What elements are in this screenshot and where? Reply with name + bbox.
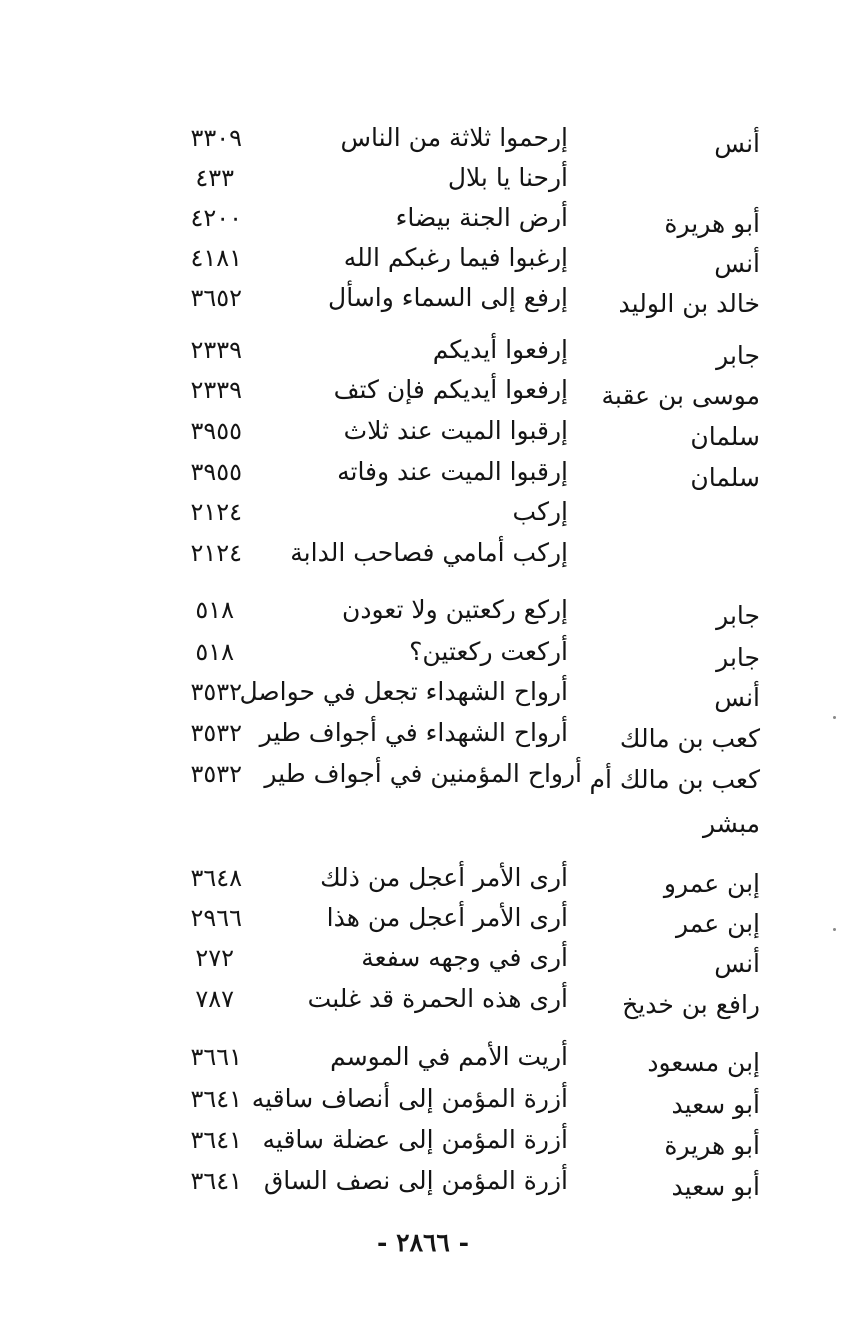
hadith-number: ٥١٨ bbox=[195, 596, 234, 624]
index-entry bbox=[0, 411, 846, 451]
hadith-text: أرى في وجهه سفعة bbox=[361, 943, 568, 972]
hadith-text: إركع ركعتين ولا تعودن bbox=[342, 595, 568, 624]
index-entry bbox=[0, 370, 846, 410]
narrator-name: أبو هريرة bbox=[664, 1131, 760, 1160]
hadith-text: أرى هذه الحمرة قد غلبت bbox=[307, 984, 568, 1013]
narrator-name: إبن عمرو bbox=[663, 869, 760, 898]
hadith-number: ٢٩٦٦ bbox=[190, 904, 242, 932]
index-entry bbox=[0, 1161, 846, 1201]
hadith-number: ٢٧٢ bbox=[195, 944, 234, 972]
narrator-name: كعب بن مالك أم bbox=[589, 765, 760, 794]
page-number: - ٢٨٦٦ - bbox=[377, 1228, 469, 1257]
narrator-name: إبن عمر bbox=[675, 909, 760, 938]
narrator-name: جابر bbox=[716, 601, 760, 630]
hadith-text: إركب أمامي فصاحب الدابة bbox=[290, 538, 568, 567]
hadith-text: أرى الأمر أعجل من هذا bbox=[326, 903, 568, 932]
hadith-text: أزرة المؤمن إلى أنصاف ساقيه bbox=[251, 1084, 568, 1113]
hadith-number: ٢٣٣٩ bbox=[190, 336, 242, 364]
hadith-number: ٣٥٣٢ bbox=[190, 678, 242, 706]
hadith-number: ٢١٢٤ bbox=[190, 539, 242, 567]
scan-speck bbox=[833, 928, 836, 931]
narrator-name: أنس bbox=[714, 683, 760, 712]
narrator-name: جابر bbox=[716, 341, 760, 370]
narrator-name: جابر bbox=[716, 643, 760, 672]
hadith-text: إرفعوا أيديكم bbox=[432, 335, 568, 364]
narrator-name: أبو سعيد bbox=[671, 1172, 760, 1201]
hadith-text: أرض الجنة بيضاء bbox=[395, 203, 568, 232]
index-entry bbox=[0, 118, 846, 158]
index-entry bbox=[0, 1079, 846, 1119]
hadith-number: ٥١٨ bbox=[195, 638, 234, 666]
hadith-text: أريت الأمم في الموسم bbox=[330, 1042, 568, 1071]
index-entry bbox=[0, 590, 846, 630]
narrator-name: إبن مسعود bbox=[647, 1048, 760, 1077]
index-entry bbox=[0, 979, 846, 1019]
hadith-text: إرفع إلى السماء واسأل bbox=[328, 283, 568, 312]
narrator-name: أنس bbox=[714, 129, 760, 158]
hadith-number: ٣٦٦١ bbox=[190, 1043, 242, 1071]
narrator-name: أنس bbox=[714, 949, 760, 978]
hadith-number: ٤٢٠٠ bbox=[190, 204, 242, 232]
hadith-text: إرقبوا الميت عند ثلاث bbox=[343, 416, 568, 445]
index-entry bbox=[0, 898, 846, 938]
index-entry bbox=[0, 858, 846, 898]
hadith-number: ٣٦٥٢ bbox=[190, 284, 242, 312]
index-entry bbox=[0, 198, 846, 238]
hadith-text: إرغبوا فيما رغبكم الله bbox=[343, 243, 568, 272]
narrator-name: أبو هريرة bbox=[664, 209, 760, 238]
index-entry bbox=[0, 1037, 846, 1077]
index-entry bbox=[0, 278, 846, 318]
hadith-text: إرحموا ثلاثة من الناس bbox=[340, 123, 568, 152]
narrator-name: خالد بن الوليد bbox=[618, 289, 760, 318]
hadith-text: أركعت ركعتين؟ bbox=[409, 637, 568, 666]
narrator-name: سلمان bbox=[690, 422, 760, 451]
hadith-number: ٧٨٧ bbox=[195, 985, 234, 1013]
index-entry bbox=[0, 938, 846, 978]
hadith-number: ٣٥٣٢ bbox=[190, 719, 242, 747]
hadith-text: أزرة المؤمن إلى عضلة ساقيه bbox=[262, 1125, 568, 1154]
index-entry bbox=[0, 713, 846, 753]
narrator-name: سلمان bbox=[690, 463, 760, 492]
narrator-name: كعب بن مالك bbox=[619, 724, 760, 753]
index-entry bbox=[0, 754, 846, 794]
index-entry bbox=[0, 492, 846, 532]
hadith-text: إركب bbox=[512, 497, 568, 526]
hadith-text: إرفعوا أيديكم فإن كتف bbox=[333, 375, 568, 404]
index-entry bbox=[0, 238, 846, 278]
hadith-text: أرواح المؤمنين في أجواف طير bbox=[264, 759, 582, 788]
hadith-number: ٣٩٥٥ bbox=[190, 417, 242, 445]
hadith-number: ٤١٨١ bbox=[190, 244, 242, 272]
hadith-number: ٣٦٤١ bbox=[190, 1126, 242, 1154]
hadith-number: ٢٣٣٩ bbox=[190, 376, 242, 404]
hadith-text: أزرة المؤمن إلى نصف الساق bbox=[263, 1166, 568, 1195]
hadith-text: أرواح الشهداء تجعل في حواصل bbox=[239, 677, 568, 706]
hadith-number: ٤٣٣ bbox=[195, 164, 234, 192]
hadith-text: أرى الأمر أعجل من ذلك bbox=[320, 863, 568, 892]
index-entry bbox=[0, 1120, 846, 1160]
index-entry bbox=[0, 158, 846, 198]
hadith-number: ٢١٢٤ bbox=[190, 498, 242, 526]
narrator-name: أنس bbox=[714, 249, 760, 278]
index-entry bbox=[0, 632, 846, 672]
index-entry bbox=[0, 672, 846, 712]
hadith-number: ٣٣٠٩ bbox=[190, 124, 242, 152]
narrator-name: رافع بن خديخ bbox=[622, 990, 760, 1019]
hadith-number: ٣٥٣٢ bbox=[190, 760, 242, 788]
hadith-number: ٣٦٤٨ bbox=[190, 864, 242, 892]
scan-speck bbox=[833, 716, 836, 719]
hadith-number: ٣٦٤١ bbox=[190, 1167, 242, 1195]
index-entry bbox=[0, 452, 846, 492]
hadith-text: أرواح الشهداء في أجواف طير bbox=[259, 718, 568, 747]
narrator-name: موسى بن عقبة bbox=[601, 381, 760, 410]
hadith-number: ٣٦٤١ bbox=[190, 1085, 242, 1113]
index-entry bbox=[0, 330, 846, 370]
index-entry bbox=[0, 533, 846, 573]
hadith-text: أرحنا يا بلال bbox=[447, 163, 568, 192]
narrator-name-continuation: مبشر bbox=[702, 809, 760, 838]
narrator-name: أبو سعيد bbox=[671, 1090, 760, 1119]
hadith-number: ٣٩٥٥ bbox=[190, 458, 242, 486]
hadith-text: إرقبوا الميت عند وفاته bbox=[337, 457, 568, 486]
